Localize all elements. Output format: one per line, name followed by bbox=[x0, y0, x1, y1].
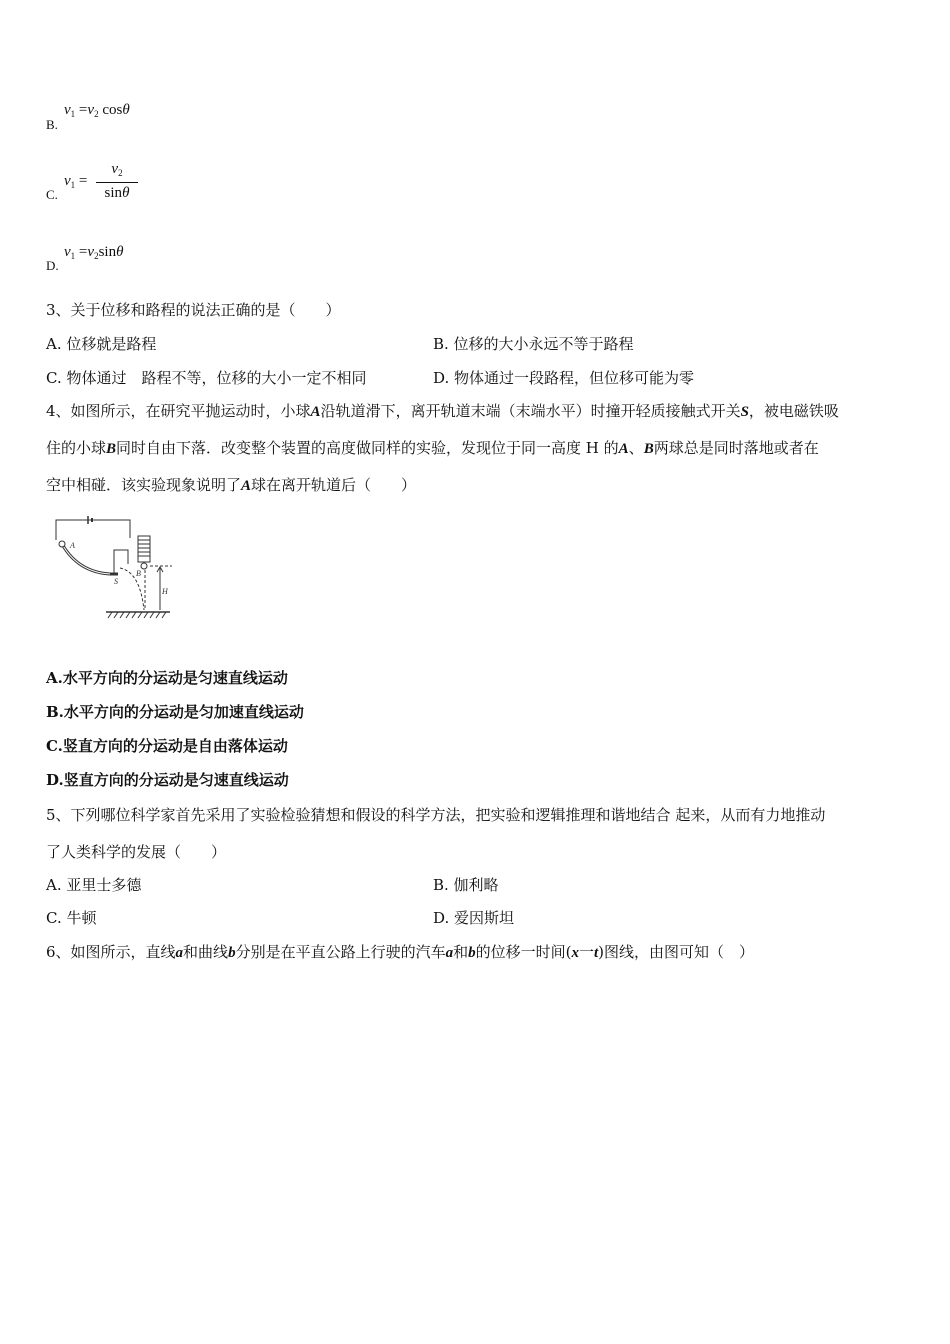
option-c-label: C. bbox=[46, 187, 58, 202]
q6-stem: 6、如图所示，直线a和曲线b分别是在平直公路上行驶的汽车a和b的位移一时间(x一t)图线，由图可知（ ） bbox=[46, 943, 754, 961]
q4-stem-line1: 4、如图所示，在研究平抛运动时，小球A沿轨道滑下，离开轨道末端（末端水平）时撞开轻质接触式开关S，被电磁铁吸 bbox=[46, 402, 839, 420]
label-s: S bbox=[114, 577, 118, 586]
circuit-wire bbox=[56, 520, 130, 540]
q4-option-b: B.水平方向的分运动是匀加速直线运动 bbox=[46, 703, 304, 721]
option-b-formula: $v_1 =v_2$ cosθ bbox=[64, 102, 130, 119]
q4-option-a: A.水平方向的分运动是匀速直线运动 bbox=[46, 669, 288, 687]
q5-option-c: C. 牛顿 bbox=[46, 909, 97, 927]
projectile-apparatus-figure bbox=[48, 512, 178, 622]
label-b: B bbox=[136, 569, 141, 578]
q5-stem-line2: 了人类科学的发展（ ） bbox=[46, 843, 227, 861]
option-d-label: D. bbox=[46, 258, 59, 273]
q3-stem: 3、关于位移和路程的说法正确的是（ ） bbox=[46, 301, 341, 319]
q3-option-d: D. 物体通过一段路程，但位移可能为零 bbox=[433, 369, 695, 387]
q4-option-d: D.竖直方向的分运动是匀速直线运动 bbox=[46, 771, 289, 789]
q5-stem-line1: 5、下列哪位科学家首先采用了实验检验猜想和假设的科学方法，把实验和逻辑推理和谐地结合 起来，从而有力地推动 bbox=[46, 806, 826, 824]
q4-option-c: C.竖直方向的分运动是自由落体运动 bbox=[46, 737, 288, 755]
q5-option-a: A. 亚里士多德 bbox=[46, 876, 142, 894]
q5-option-b: B. 伽利略 bbox=[433, 876, 499, 894]
q5-option-d: D. 爱因斯坦 bbox=[433, 909, 515, 927]
q3-option-a: A. 位移就是路程 bbox=[46, 335, 157, 353]
q3-option-c: C. 物体通过 路程不等，位移的大小一定不相同 bbox=[46, 369, 367, 387]
option-c-lhs: $v_1$ = bbox=[64, 173, 88, 190]
option-b-label: B. bbox=[46, 117, 58, 132]
ball-b bbox=[141, 563, 147, 569]
option-d-formula: $v_1 =v_2\sin\theta$ bbox=[64, 244, 124, 261]
q4-stem-line3: 空中相碰．该实验现象说明了A球在离开轨道后（ ） bbox=[46, 476, 417, 494]
option-c-fraction bbox=[96, 160, 138, 203]
label-h: H bbox=[162, 587, 168, 596]
fraction-denominator: sinθ bbox=[104, 185, 130, 201]
label-a: A bbox=[70, 541, 75, 550]
fraction-numerator: $v_2$ bbox=[96, 160, 138, 183]
ball-a bbox=[59, 541, 65, 547]
q3-option-b: B. 位移的大小永远不等于路程 bbox=[433, 335, 634, 353]
q4-stem-line2: 住的小球B同时自由下落．改变整个装置的高度做同样的实验，发现位于同一高度 H 的A、B两球总是同时落地或者在 bbox=[46, 439, 819, 457]
